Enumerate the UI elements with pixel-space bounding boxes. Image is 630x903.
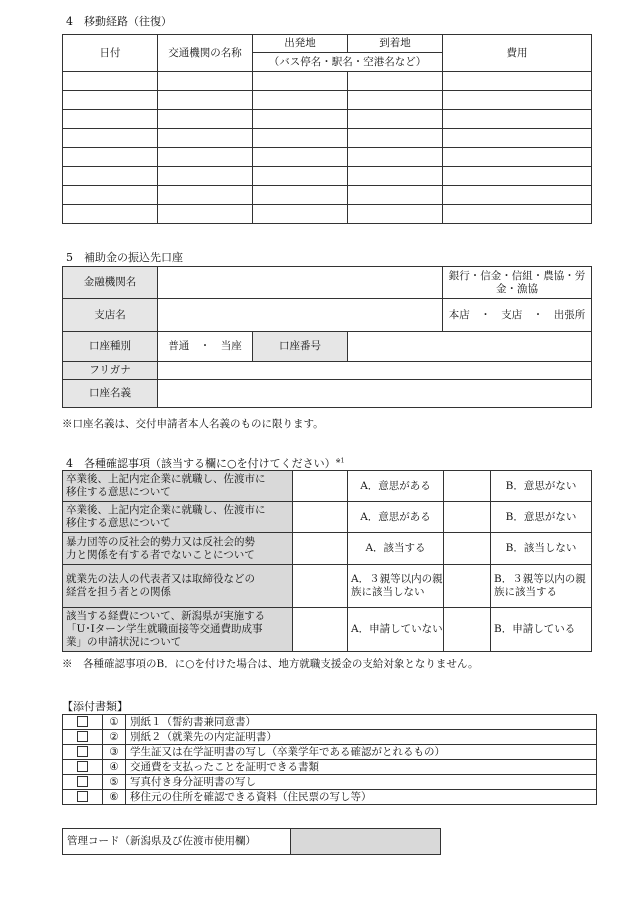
cost-header: 費用 <box>443 35 592 72</box>
travel-row[interactable] <box>63 148 592 167</box>
confirm-question <box>63 471 293 502</box>
travel-row[interactable] <box>63 205 592 224</box>
checkbox-icon <box>77 731 88 742</box>
question-line: 卒業後、上記内定企業に就職し、佐渡市に <box>66 504 266 516</box>
attachment-number: ② <box>103 730 126 745</box>
place-note: （バス停名・駅名・空港名など） <box>253 53 443 72</box>
confirm-title-footnote: ※1 <box>335 457 345 465</box>
confirm-question <box>63 533 293 565</box>
confirm-question <box>63 608 293 652</box>
bank-table <box>62 266 592 408</box>
attachment-text: 写真付き身分証明書の写し <box>126 775 597 790</box>
branch-types: 本店 ・ 支店 ・ 出張所 <box>443 299 592 332</box>
attachment-checkbox[interactable] <box>63 730 103 745</box>
option-b-label: B．申請している <box>491 608 592 652</box>
furigana-input[interactable] <box>158 362 592 380</box>
confirm-question <box>63 565 293 608</box>
confirm-row <box>63 471 592 502</box>
institution-label: 金融機関名 <box>63 267 158 299</box>
travel-row[interactable] <box>63 186 592 205</box>
travel-section-title: 4 移動経路（往復） <box>66 15 172 28</box>
arrival-header: 到着地 <box>348 35 443 53</box>
attachment-row <box>63 730 597 745</box>
management-code-field[interactable] <box>291 829 441 855</box>
option-b-check[interactable] <box>444 565 491 608</box>
account-number-input[interactable] <box>348 332 592 362</box>
option-b-check[interactable] <box>444 502 491 533</box>
checkbox-icon <box>77 746 88 757</box>
travel-table <box>62 34 592 224</box>
account-number-label: 口座番号 <box>253 332 348 362</box>
checkbox-icon <box>77 791 88 802</box>
checkbox-icon <box>77 776 88 787</box>
branch-input[interactable] <box>158 299 443 332</box>
attachment-checkbox[interactable] <box>63 760 103 775</box>
attachment-checkbox[interactable] <box>63 715 103 730</box>
confirm-title-text: 4 各種確認事項（該当する欄に○を付けてください） <box>66 457 336 470</box>
account-type-label: 口座種別 <box>63 332 158 362</box>
attachment-checkbox[interactable] <box>63 790 103 805</box>
attachment-text: 別紙２（就業先の内定証明書） <box>126 730 597 745</box>
option-a-label: A．申請していない <box>348 608 444 652</box>
option-a-label: A．意思がある <box>348 502 444 533</box>
attachments-title: 【添付書類】 <box>62 700 128 713</box>
travel-row[interactable] <box>63 129 592 148</box>
option-a-label: A．意思がある <box>348 471 444 502</box>
option-b-label: B．３親等以内の親族に該当する <box>491 565 592 608</box>
attachments-table <box>62 714 597 805</box>
option-a-check[interactable] <box>293 533 348 565</box>
holder-label: 口座名義 <box>63 380 158 408</box>
attachment-row <box>63 760 597 775</box>
attachment-text: 学生証又は在学証明書の写し（卒業学年である確認がとれるもの） <box>126 745 597 760</box>
departure-header: 出発地 <box>253 35 348 53</box>
attachment-text: 移住元の住所を確認できる資料（住民票の写し等） <box>126 790 597 805</box>
attachment-number: ⑤ <box>103 775 126 790</box>
attachment-row <box>63 775 597 790</box>
management-table <box>62 828 441 855</box>
question-line: 卒業後、上記内定企業に就職し、佐渡市に <box>66 473 266 485</box>
question-line: 暴力団等の反社会的勢力又は反社会的勢 <box>66 535 255 548</box>
date-header: 日付 <box>63 35 158 72</box>
option-a-check[interactable] <box>293 565 348 608</box>
branch-label: 支店名 <box>63 299 158 332</box>
option-a-label: A．該当する <box>348 533 444 565</box>
confirm-row <box>63 502 592 533</box>
option-a-check[interactable] <box>293 502 348 533</box>
confirm-note: ※ 各種確認事項のB．に○を付けた場合は、地方就職支援金の支給対象となりません。 <box>62 658 479 670</box>
institution-input[interactable] <box>158 267 443 299</box>
attachment-checkbox[interactable] <box>63 775 103 790</box>
question-line: 移住する意思について <box>66 517 171 529</box>
confirm-row <box>63 533 592 565</box>
checkbox-icon <box>77 761 88 772</box>
option-b-label: B．意思がない <box>491 471 592 502</box>
confirm-row <box>63 565 592 608</box>
option-b-check[interactable] <box>444 608 491 652</box>
attachment-row <box>63 715 597 730</box>
confirm-section-title <box>66 455 344 471</box>
travel-row[interactable] <box>63 167 592 186</box>
bank-section-title: 5 補助金の振込先口座 <box>66 251 183 264</box>
attachment-text: 交通費を支払ったことを証明できる書類 <box>126 760 597 775</box>
attachment-row <box>63 745 597 760</box>
attachment-number: ⑥ <box>103 790 126 805</box>
question-line: 「U･Iターン学生就職面接等交通費助成事 <box>66 623 263 635</box>
management-label: 管理コード（新潟県及び佐渡市使用欄） <box>63 829 291 855</box>
attachment-checkbox[interactable] <box>63 745 103 760</box>
holder-input[interactable] <box>158 380 592 408</box>
attachment-number: ③ <box>103 745 126 760</box>
question-line: 経営を担う者との関係 <box>66 586 171 598</box>
attachment-number: ④ <box>103 760 126 775</box>
travel-row[interactable] <box>63 110 592 129</box>
attachment-text: 別紙１（誓約書兼同意書） <box>126 715 597 730</box>
confirm-table <box>62 470 592 652</box>
option-a-label: A．３親等以内の親族に該当しない <box>348 565 444 608</box>
bank-note: ※口座名義は、交付申請者本人名義のものに限ります。 <box>62 418 324 430</box>
question-line: 力と関係を有する者でないことについて <box>66 548 255 561</box>
option-b-label: B．意思がない <box>491 502 592 533</box>
account-type-options[interactable]: 普通 ・ 当座 <box>158 332 253 362</box>
option-b-check[interactable] <box>444 533 491 565</box>
question-line: 就業先の法人の代表者又は取締役などの <box>66 573 255 585</box>
transport-header: 交通機関の名称 <box>158 35 253 72</box>
confirm-row <box>63 608 592 652</box>
question-line: 該当する経費について、新潟県が実施する <box>66 610 266 622</box>
travel-row[interactable] <box>63 91 592 110</box>
furigana-label: フリガナ <box>63 362 158 380</box>
institution-types: 銀行・信金・信組・農協・労金・漁協 <box>443 267 592 299</box>
checkbox-icon <box>77 716 88 727</box>
attachment-number: ① <box>103 715 126 730</box>
option-a-check[interactable] <box>293 471 348 502</box>
attachment-row <box>63 790 597 805</box>
option-b-check[interactable] <box>444 471 491 502</box>
question-line: 業」の申請状況について <box>66 636 182 648</box>
travel-row[interactable] <box>63 72 592 91</box>
option-a-check[interactable] <box>293 608 348 652</box>
question-line: 移住する意思について <box>66 486 171 498</box>
confirm-question <box>63 502 293 533</box>
option-b-label: B．該当しない <box>491 533 592 565</box>
